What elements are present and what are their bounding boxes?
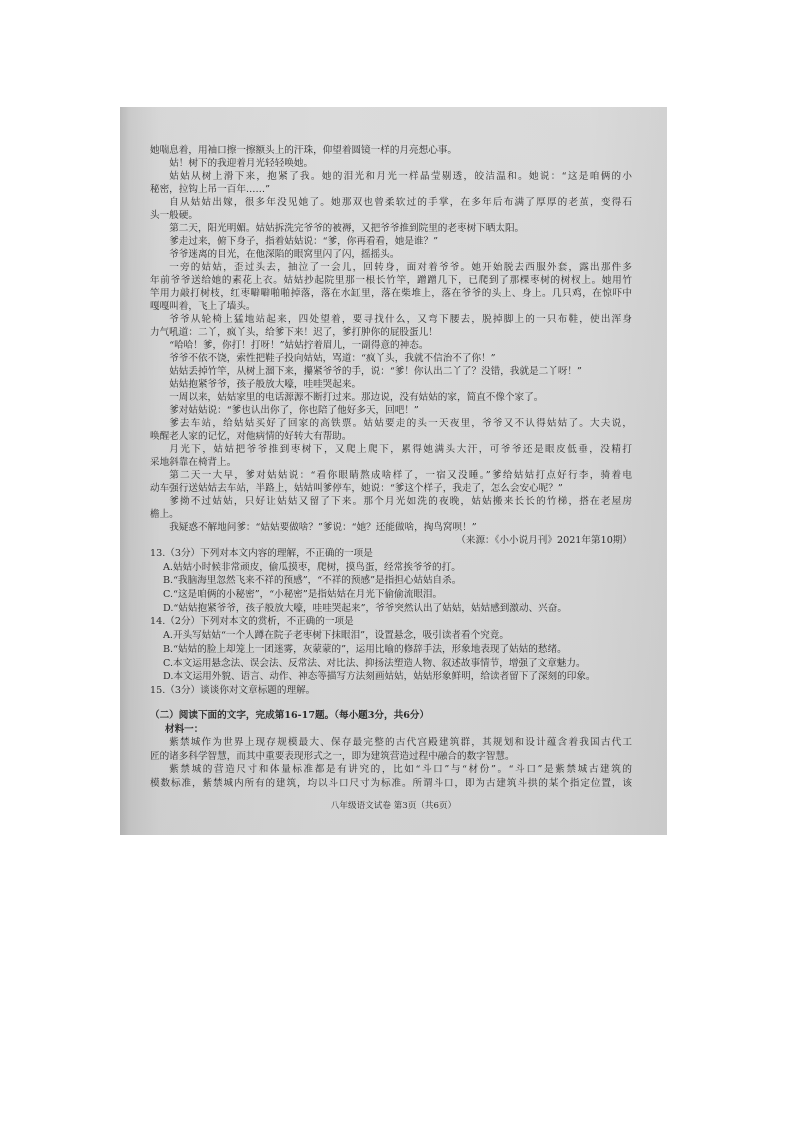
passage-line: 一周以来，姑姑家里的电话源源不断打过来。那边说，没有姑姑的家，简直不像个家了。 xyxy=(169,392,544,403)
passage-line: 月光下，姑姑把爷爷推到枣树下，又爬上爬下，累得她满头大汗，可爷爷还是眼皮低垂，没精打 xyxy=(169,444,632,455)
material-line: 紫禁城作为世界上现存规模最大、保存最完整的古代宫殿建筑群，其规划和设计蕴含着我国古代工 xyxy=(169,737,632,749)
passage-line: 秘密，拉钩上吊一百年……” xyxy=(150,184,271,195)
material-line: 匠的诸多科学智慧，而其中重要表现形式之一，即为建筑营造过程中融合的数字智慧。 xyxy=(150,750,515,762)
passage-line: 年前爷爷送给她的素花上衣。姑姑抄起院里那一根长竹竿，蹭蹭几下，已爬到了那棵枣树的树杈上。她用竹 xyxy=(150,275,632,286)
question-13-option-d: D.“姑姑抱紧爷爷，孩子般放大嚎，哇哇哭起来”，爷爷突然认出了姑姑，姑姑感到激动、兴奋。 xyxy=(163,602,567,614)
passage-line: 爹拗不过姑姑，只好让姑姑又留了下来。那个月光如洗的夜晚，姑姑搬来长长的竹梯，搭在老屋房 xyxy=(169,496,632,507)
passage-line: 力气吼道：二丫，疯丫头，给爹下来！迟了，爹打肿你的屁股蛋儿！ xyxy=(150,327,438,338)
passage-line: 她喘息着，用袖口擦一擦额头上的汗珠，仰望着圆镜一样的月亮想心事。 xyxy=(150,145,457,156)
passage-line: 自从姑姑出嫁，很多年没见她了。她那双也曾柔软过的手掌，在多年后布满了厚厚的老茧，变得石 xyxy=(169,197,632,208)
passage-line: 动车强行送姑姑去车站，半路上，姑姑叫爹停车，她说：“爹这个样子，我走了，怎么会安心呢？” xyxy=(150,483,563,494)
section-heading: （二）阅读下面的文字，完成第16-17题。（每小题3分，共6分） xyxy=(150,710,430,721)
passage-line: 爷爷从轮椅上猛地站起来，四处望着，要寻找什么，又弯下腰去，脱掉脚上的一只布鞋，使出浑身 xyxy=(169,314,632,325)
material-line: 紫禁城的营造尺寸和体量标准都是有讲究的，比如“斗口”与“材份”。“斗口”是紫禁城古建筑的 xyxy=(169,764,632,776)
question-13-option-b: B.“我脑海里忽然飞来不祥的预感”，“不祥的预感”是指担心姑姑自杀。 xyxy=(163,575,462,587)
passage-line: 爷爷不依不饶，索性把鞋子投向姑姑，骂道：“疯丫头，我就不信治不了你！” xyxy=(169,353,496,364)
material-label: 材料一： xyxy=(165,723,204,735)
exam-page-photo xyxy=(120,107,667,835)
passage-line: 姑！树下的我迎着月光轻轻唤她。 xyxy=(169,158,314,169)
question-13-option-c: C.“这是咱俩的小秘密”，“小秘密”是指姑姑在月光下偷偷流眼泪。 xyxy=(163,589,443,601)
passage-line: “哈哈！爹，你打！打呀！”姑姑拧着眉儿，一副得意的神态。 xyxy=(169,340,429,351)
passage-line: 我疑惑不解地问爹：“姑姑要做啥？”爹说：“她？还能做啥，掏鸟窝呗！” xyxy=(169,522,477,533)
question-14-option-d: D.本文运用外貌、语言、动作、神态等描写方法刻画姑姑，姑姑形象鲜明，给读者留下了深刻的印象。 xyxy=(163,671,596,683)
question-stem-13: 13.（3分）下列对本文内容的理解，不正确的一项是 xyxy=(150,548,373,559)
passage-line: 第二天，阳光明媚。姑姑拆洗完爷爷的被褥，又把爷爷推到院里的老枣树下晒太阳。 xyxy=(169,223,525,234)
question-stem-14: 14.（2分）下列对本文的赏析，不正确的一项是 xyxy=(150,616,354,628)
question-13-option-a: A.姑姑小时候非常顽皮，偷瓜摸枣，爬树，摸鸟蛋，经常挨爷爷的打。 xyxy=(163,561,461,573)
passage-line: 唤醒老人家的记忆，对他病情的好转大有帮助。 xyxy=(150,431,352,442)
passage-line: 嘎嘎叫着，飞上了墙头。 xyxy=(150,301,256,312)
question-list xyxy=(150,547,632,698)
passage-line: 姑姑从树上滑下来，抱紧了我。她的泪光和月光一样晶莹剔透，皎洁温和。她说：“这是咱俩的小 xyxy=(169,171,632,182)
question-stem-15: 15.（3分）谈谈你对文章标题的理解。 xyxy=(150,684,316,696)
question-14-option-b: B.“姑姑的脸上却笼上一团迷雾，灰蒙蒙的”，运用比喻的修辞手法，形象地表现了姑姑的愁绪。 xyxy=(163,643,567,655)
passage-line: 檐上。 xyxy=(150,509,179,520)
passage-line: 爹去车站，给姑姑买好了回家的高铁票。姑姑要走的头一天夜里，爷爷又不认得姑姑了。大夫说， xyxy=(169,418,632,429)
passage-line: 姑姑丢掉竹竿，从树上溜下来，攥紧爷爷的手，说：“爹！你认出二丫了？没错，我就是二丫呀！” xyxy=(169,366,582,377)
passage-source: （来源：《小小说月刊》2021年第10期） xyxy=(456,535,632,546)
passage-line: 一旁的姑姑，歪过头去，抽泣了一会儿，回转身，面对着爷爷。她开始脱去西服外套，露出那件多 xyxy=(169,262,632,273)
passage-line: 爷爷迷离的目光，在他深陷的眼窝里闪了闪，摇摇头。 xyxy=(169,249,400,260)
passage-line: 爹走过来，俯下身子，指着姑姑说：“爹，你再看看，她是谁？” xyxy=(169,236,439,247)
question-14-option-c: C.本文运用悬念法、误会法、反常法、对比法、抑扬法塑造人物、叙述故事情节，增强了文章魅力。 xyxy=(163,657,586,669)
passage-line: 爹对姑姑说：“爹也认出你了，你也陪了他好多天，回吧！” xyxy=(169,405,419,416)
material-line: 模数标准，紫禁城内所有的建筑，均以斗口尺寸为标准。所谓斗口，即为古建筑斗拱的某个指定位置，该 xyxy=(150,777,632,789)
passage-line: 第二天一大早，爹对姑姑说：“看你眼睛熬成啥样了，一宿又没睡。”爹给姑姑打点好行李，骑着电 xyxy=(169,470,632,481)
page-footer: 八年级语文试卷 第3页（共6页） xyxy=(330,801,457,811)
passage-line: 采地斜靠在椅背上。 xyxy=(150,457,237,468)
passage-line: 姑姑抱紧爷爷，孩子般放大嚎，哇哇哭起来。 xyxy=(169,379,362,390)
reading-passage xyxy=(150,144,632,547)
passage-line: 竿用力敲打树枝，红枣噼噼啪啪掉落，落在水缸里，落在柴堆上，落在爷爷的头上、身上。几只鸡，在惊吓中 xyxy=(150,288,632,299)
passage-line: 头一般硬。 xyxy=(150,210,198,221)
question-14-option-a: A.开头写姑姑“一个人蹲在院子老枣树下抹眼泪”，设置悬念，吸引读者看个究竟。 xyxy=(163,630,509,642)
reading-section-2 xyxy=(150,709,632,791)
